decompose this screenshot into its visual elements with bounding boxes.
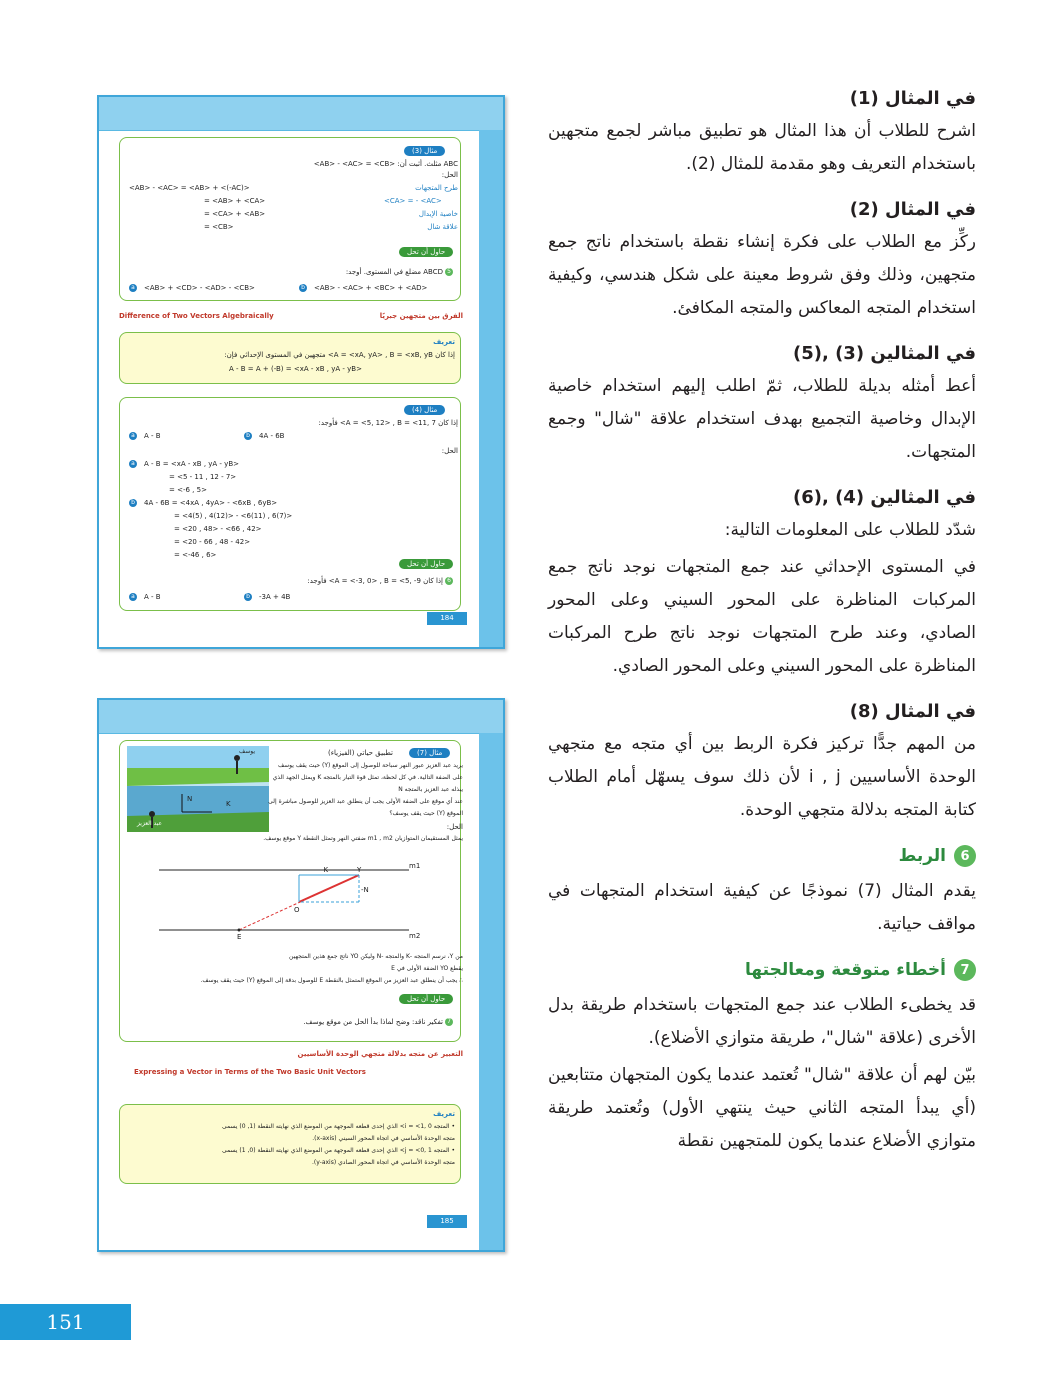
question-5a-text: <AB> + <CD> - <AD> - <CB> [144,284,255,292]
step-mid-note: <CA> = - <AC> [384,197,442,205]
solution-label-3: الحل: [446,823,463,831]
unit-def-line-1: • المتجه i = <1, 0> الذي إحدى قطعه الموجهة من الموضع الذي نهايته النقطة (1, 0) يسمى [221,1123,455,1130]
definition-tag-2: تعريف [433,1110,455,1118]
diagram-label-e: E [237,933,242,941]
question-5-marker: 5 [445,268,453,276]
example-8-heading: في المثال (8) [849,701,976,722]
solution-step-4: 4A - 6B = <4xA , 4yA> - <6xB , 6yB> [144,499,278,507]
example-4a-marker: a [129,432,137,440]
difference-heading-en: Difference of Two Vectors Algebraically [119,312,274,320]
step-label-swap: خاصية الإبدال [418,210,458,218]
example-4b-text: 4A - 6B [259,432,285,440]
example-3-tag: مثال (3) [404,146,445,156]
solution-label-2: الحل: [441,447,458,455]
errors-text-1: قد يخطىء الطلاب عند جمع المتجهات باستخدام طريقة بدل الأخرى (علاقة "شال"، طريقة متوازي الأضلاع). [548,995,976,1048]
link-section-heading [548,845,976,867]
link-text: يقدم المثال (7) نموذجًا عن كيفية استخدام المتجهات في مواقف حياتية. [548,881,976,934]
diagram-label-y: Y [357,866,362,874]
solution-step-7: = <20 - 66 , 48 - 42> [174,538,251,546]
example-7-line-1: يريد عبد العزيز عبور النهر سباحة للوصول إلى الموقع (Y) حيث يقف يوسف [277,762,463,769]
step-line-1: <AB> - <AC> = <AB> + <(-AC)> [129,184,250,192]
link-number-badge: 6 [954,845,976,867]
thumbnail-page-number: 184 [427,612,467,625]
solution-a-marker: a [129,460,137,468]
solution-b-marker: b [129,499,137,507]
solution-line-2: من Y، نرسم المتجه -K والمتجه -N وليكن YO ناتج جمع هذين المتجهين [289,953,463,960]
diagram-label-minus-n: -N [361,886,369,894]
diagram-label-minus-k: -K [321,866,329,874]
textbook-page-185-thumbnail [97,698,505,1252]
step-line-3: = <CA> + <AB> [204,210,266,218]
try-to-solve-tag-3: حاول أن تحل [399,994,453,1004]
question-6-text: إذا كان A = <-3, 0> , B = <5, -9> فأوجد: [307,577,443,585]
solution-line-1: يمثل المستقيمان المتوازيان m1 , m2 ضفتي النهر وتمثل النقطة Y موقع يوسف. [263,835,463,842]
solution-line-4: ∴ يجب أن ينطلق عبد العزيز من الموقع المتمثل بالنقطة E للوصول بدقة إلى الموقع (Y) حيث يقف يوسف. [200,977,463,984]
definition-tag-1: تعريف [433,338,455,346]
unit-def-line-4: متجه الوحدة الأساسي في اتجاه المحور الصادي (y-axis). [311,1159,455,1166]
page-header-band [99,700,503,734]
question-6-marker: 6 [445,577,453,585]
diagram-label-o: O [294,906,300,914]
question-7-text: تفكير ناقد: وضح لماذا بدأ الحل من موقع يوسف. [303,1018,443,1026]
example-7-line-4: عند أي موقع على الضفة الأولى يجب أن ينطلق عبد العزيز للوصول مباشرة إلى [268,798,463,805]
example-7-subtitle: تطبيق حياتي (الفيزياء) [328,749,393,757]
example-4a-text: A - B [144,432,161,440]
link-title: الربط [898,846,946,866]
step-line-2: = <AB> + <CA> [204,197,266,205]
question-5b-marker: b [299,284,307,292]
definition-box-2 [119,1104,461,1184]
examples-3-5-heading: في المثالين (3) ,(5) [792,343,976,364]
definition-line-2: A - B = A + (-B) = <xA - xB , yA - yB> [229,365,362,373]
errors-section-heading [548,959,976,981]
example-3-given: ABC مثلث. أثبت أن: <AB> - <AC> = <CB> [313,160,458,168]
errors-text-2: بيّن لهم أن علاقة "شال" تُعتمد عندما يكون المتجهان متتابعين (أي يبدأ المتجه الثاني حيث ينتهي الأول) وتُعتمد طريقة متوازي الأضلاع عندما يكون للمتجهين نقطة [548,1065,976,1151]
thumbnail-page-number: 185 [427,1215,467,1228]
page-side-bar [479,733,503,1250]
difference-heading-ar: الفرق بين متجهين جبريًا [379,312,463,320]
step-label-chasles: علاقة شال [427,223,458,231]
example-4-given: إذا كان A = <5, 12> , B = <11, 7> فأوجد: [318,419,458,427]
try-to-solve-tag: حاول أن تحل [399,247,453,257]
question-5a-marker: a [129,284,137,292]
diagram-label-m2: m2 [409,932,421,940]
unit-vectors-heading-ar: التعبير عن متجه بدلالة متجهي الوحدة الأساسيين [297,1050,463,1058]
step-line-4: = <CB> [204,223,234,231]
example-1-text: اشرح للطلاب أن هذا المثال هو تطبيق مباشر لجمع متجهين باستخدام التعريف وهو مقدمة للمثال (2). [548,121,976,174]
errors-number-badge: 7 [954,959,976,981]
illustration-label-yousef: يوسف [239,748,256,755]
page-header-band [99,97,503,131]
unit-vectors-heading-en: Expressing a Vector in Terms of the Two Basic Unit Vectors [134,1068,366,1076]
example-1-heading: في المثال (1) [849,88,976,109]
examples-4-6-intro: شدّد للطلاب على المعلومات التالية: [724,520,976,540]
example-7-line-5: الموقع (Y) حيث يقف يوسف؟ [389,810,463,817]
examples-4-6-text: في المستوى الإحداثي عند جمع المتجهات نوجد ناتج جمع المركبات المناظرة على المحور السيني وعلى المحور الصادي، وعند طرح المتجهات نوجد ناتج طرح المركبات المناظرة على المحور السيني وعلى المحور الصادي. [548,557,976,676]
example-2-text: ركِّز مع الطلاب على فكرة إنشاء نقطة باستخدام ناتج جمع متجهين، وذلك وفق شروط معينة على شكل هندسي، وكيفية استخدام المتجه المعاكس والمتجه المكافئ. [548,232,976,318]
example-7-tag: مثال (7) [409,748,450,758]
question-6a-text: A - B [144,593,161,601]
solution-step-5: = <4(5) , 4(12)> - <6(11) , 6(7)> [174,512,293,520]
solution-step-8: = <-46 , 6> [174,551,217,559]
question-6b-marker: b [244,593,252,601]
diagram-label-m1: m1 [409,862,421,870]
examples-4-6-heading: في المثالين (4) ,(6) [792,487,976,508]
solution-step-3: = <-6 , 5> [169,486,207,494]
question-5b-text: <AB> - <AC> + <BC> + <AD> [314,284,428,292]
examples-3-5-text: أعط أمثله بديلة للطلاب، ثمّ اطلب إليهم استخدام خاصية الإبدال وخاصية التجميع بهدف استخدام علاقة "شال" وجمع المتجهات. [548,376,976,462]
unit-def-line-2: متجه الوحدة الأساسي في اتجاه المحور السيني (x-axis). [312,1135,455,1142]
page-number: 151 [0,1304,131,1340]
textbook-page-184-thumbnail [97,95,505,649]
solution-label: الحل: [441,171,458,179]
example-8-text: من المهم جدًّا تركيز فكرة الربط بين أي متجه مع متجهي الوحدة الأساسيين i , j لأن ذلك سوف يسهّل أمام الطلاب كتابة المتجه بدلالة متجهي الوحدة. [548,734,976,820]
question-6b-text: -3A + 4B [259,593,291,601]
illustration-label-k: K [226,800,231,808]
example-4b-marker: b [244,432,252,440]
teacher-notes-column [548,88,976,1176]
illustration-label-abdulaziz: عبد العزيز [137,820,163,827]
solution-step-6: = <20 , 48> - <66 , 42> [174,525,262,533]
solution-step-2: = <5 - 11 , 12 - 7> [169,473,237,481]
vector-diagram [159,850,439,950]
unit-def-line-3: • المتجه j = <0, 1> الذي إحدى قطعه الموجهة من الموضع الذي نهايته النقطة (0, 1) يسمى [221,1147,455,1154]
solution-step-1: A - B = <xA - xB , yA - yB> [144,460,239,468]
page-side-bar [479,130,503,647]
solution-line-3: يقطع YO الضفة الأولى في E [391,965,463,972]
question-5-text: ABCD مضلع في المستوى. أوجد: [345,268,443,276]
try-to-solve-tag-2: حاول أن تحل [399,559,453,569]
question-6a-marker: a [129,593,137,601]
illustration-label-n: N [187,795,193,803]
example-4-tag: مثال (4) [404,405,445,415]
example-7-line-3: يبذله عبد العزيز بالمتجه N [398,786,463,793]
example-7-line-2: على الضفة التالية. في كل لحظة، تمثل قوة التيار بالمتجه K ويمثل الجهد الذي [272,774,463,781]
errors-title: أخطاء متوقعة ومعالجتها [745,960,946,980]
definition-line-1: إذا كان A = <xA, yA> , B = <xB, yB> متجهين في المستوى الإحداثي فإن: [224,351,455,359]
question-7-marker: 7 [445,1018,453,1026]
step-label-sub: طرح المتجهات [415,184,458,192]
example-2-heading: في المثال (2) [849,199,976,220]
